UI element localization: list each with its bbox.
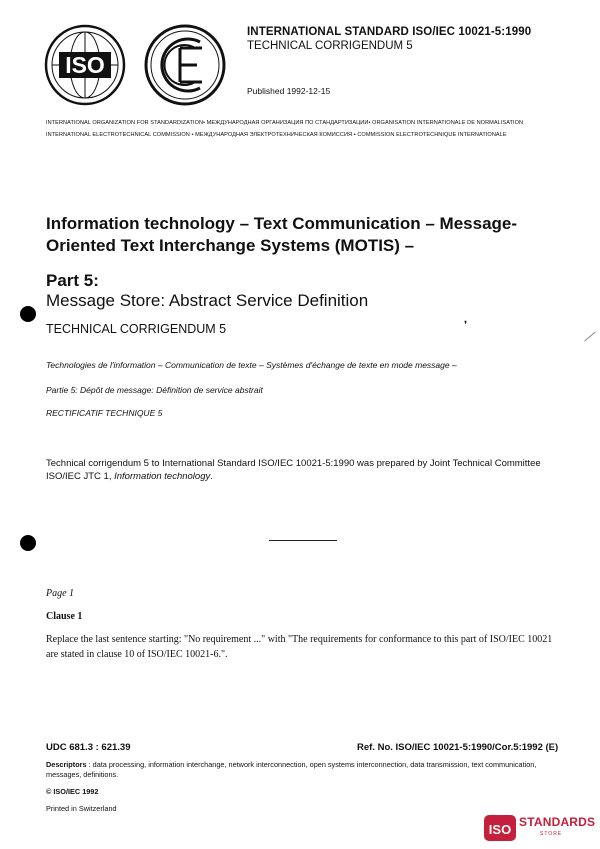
store-iso-text: ISO [488, 822, 512, 837]
iso-iec-logos [42, 22, 232, 108]
committee-name: Information technology [114, 471, 211, 482]
store-word: STANDARDS [519, 815, 596, 829]
corrigendum-label: TECHNICAL CORRIGENDUM 5 [46, 322, 227, 336]
org-line-iec: INTERNATIONAL ELECTROTECHNICAL COMMISSION • МЕЖДУНАРОДНАЯ ЭЛЕКТРОТЕХНИЧЕСКАЯ КОМИССИЯ • COMMISSION ELECTROTECHNIQUE INTERNATIONALE [46, 132, 507, 138]
printed-location: Printed in Switzerland [46, 804, 117, 813]
part-number: Part 5: [46, 271, 99, 290]
punch-hole-mark [20, 535, 36, 551]
preparation-text: Technical corrigendum 5 to International Standard ISO/IEC 10021-5:1990 was prepared by Joint Technical Committee ISO/IEC JTC 1, [46, 458, 541, 482]
standard-title: INTERNATIONAL STANDARD ISO/IEC 10021-5:1990 [247, 26, 532, 38]
published-date: Published 1992-12-15 [247, 86, 331, 96]
punch-hole-mark [20, 306, 36, 322]
french-part: Partie 5: Dépôt de message: Définition de service abstrait [46, 385, 263, 395]
clause-text: Replace the last sentence starting: "No requirement ..." with "The requirements for conformance to this part of ISO/IEC 10021 are stated in clause 10 of ISO/IEC 10021-6.". [46, 634, 553, 660]
standard-subtitle: TECHNICAL CORRIGENDUM 5 [247, 40, 413, 52]
udc-number: UDC 681.3 : 621.39 [46, 742, 131, 753]
french-corrigendum: RECTIFICATIF TECHNIQUE 5 [46, 408, 163, 418]
preparation-end: . [210, 471, 213, 482]
part-title: Message Store: Abstract Service Definition [46, 291, 369, 310]
reference-number: Ref. No. ISO/IEC 10021-5:1990/Cor.5:1992 (E) [357, 742, 559, 753]
iso-logo-text: ISO [65, 52, 105, 78]
iec-logo [146, 26, 224, 104]
clause-label: Clause 1 [46, 611, 83, 622]
separator-rule [269, 540, 337, 541]
document-title: Information technology – Text Communication – Message-Oriented Text Interchange Systems (MOTIS) – [46, 214, 518, 255]
scan-speck [584, 332, 595, 342]
descriptors-text: : data processing, information interchange, network interconnection, open systems interconnection, data transmission, text communication, messages, definitions. [46, 760, 537, 779]
preparation-paragraph [46, 457, 556, 483]
descriptors [46, 760, 566, 780]
descriptors-label: Descriptors [46, 760, 87, 769]
french-title: Technologies de l'information – Communication de texte – Systèmes d'échange de texte en mode message – [46, 360, 457, 370]
org-line-iso: INTERNATIONAL ORGANIZATION FOR STANDARDIZATION• МЕЖДУНАРОДНАЯ ОРГАНИЗАЦИЯ ПО СТАНДАРТИЗАЦИИ• ORGANISATION INTERNATIONALE DE NORMALISATION [46, 120, 524, 126]
copyright: © ISO/IEC 1992 [46, 787, 99, 796]
page-label: Page 1 [46, 588, 75, 599]
iso-logo [46, 26, 124, 104]
store-sub: STORE [540, 831, 563, 837]
scan-speck: ❜ [464, 320, 468, 331]
